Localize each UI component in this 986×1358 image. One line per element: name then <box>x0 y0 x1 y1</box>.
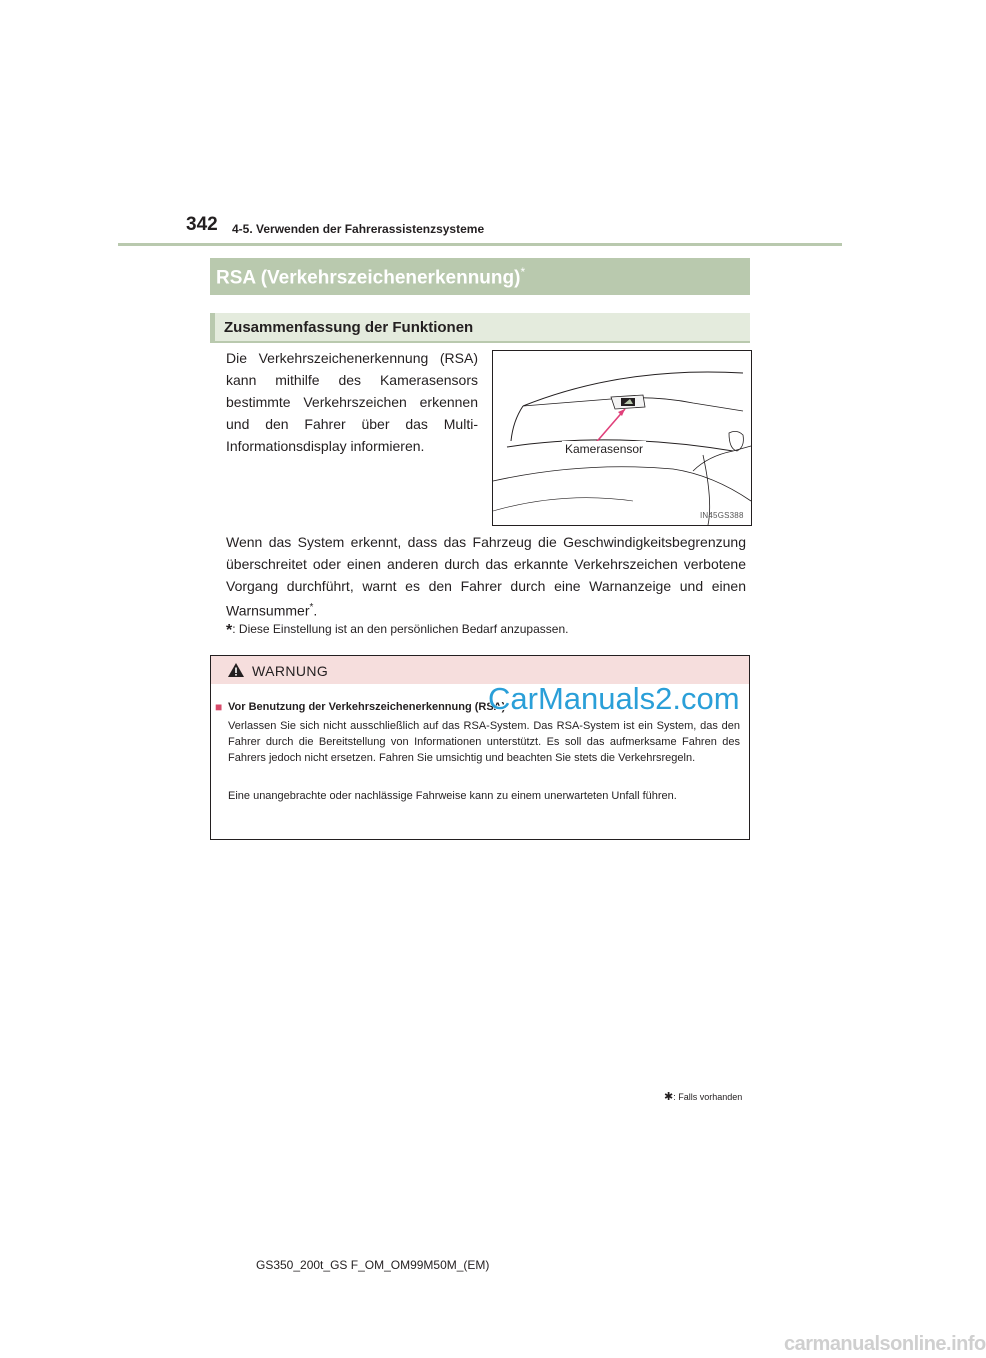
figure-code: IN45GS388 <box>700 511 744 520</box>
site-logo[interactable]: carmanualsonline.info <box>784 1333 986 1355</box>
chapter-title: 4-5. Verwenden der Fahrerassistenzsysteme <box>232 222 485 236</box>
warning-bullet-icon: ■ <box>215 700 223 714</box>
section-title-mark: * <box>520 265 526 279</box>
header-rule <box>118 243 842 246</box>
availability-text: : Falls vorhanden <box>673 1092 743 1102</box>
body-paragraph-mark: * <box>309 602 314 613</box>
subsection-accent <box>210 313 215 343</box>
body-paragraph-text: Wenn das System erkennt, dass das Fahrzeug die Geschwindigkeitsbegrenzung überschreitet oder einen anderen durch das erkannte Verkehrszeichen verbotene Vorgang durchführt, warnt es den Fahrer durch eine Warnanzeige und einen Warnsummer <box>226 534 746 619</box>
document-id: GS350_200t_GS F_OM_OM99M50M_(EM) <box>256 1258 490 1272</box>
footnote-mark: * <box>226 622 233 639</box>
camera-sensor-illustration <box>492 350 752 526</box>
warning-paragraph-2: Eine unangebrachte oder nachlässige Fahrweise kann zu einem unerwarteten Unfall führen. <box>228 790 677 802</box>
warning-triangle-icon <box>227 662 245 683</box>
warning-title: WARNUNG <box>252 663 329 679</box>
body-paragraph <box>226 531 746 622</box>
warning-heading: Vor Benutzung der Verkehrszeichenerkennung (RSA) <box>228 701 506 713</box>
section-title-text: RSA (Verkehrszeichenerkennung) <box>216 267 521 289</box>
car-windshield-drawing <box>493 351 751 525</box>
availability-note <box>664 1090 742 1103</box>
warning-paragraph-1: Verlassen Sie sich nicht ausschließlich auf das RSA-System. Das RSA-System ist ein System, das den Fahrer durch die Bereitstellung von Informationen unterstützt. Es soll das aufmerksame Fahren des Fahrers jedoch nicht ersetzen. Fahren Sie umsichtig und beachten Sie stets die Verkehrsregeln. <box>228 720 740 764</box>
intro-paragraph: Die Verkehrszeichenerkennung (RSA) kann mithilfe des Kamerasensors bestimmte Verkehrszeichen erkennen und den Fahrer über das Multi-Informationsdisplay informieren. <box>226 350 478 454</box>
footnote-text: : Diese Einstellung ist an den persönlichen Bedarf anzupassen. <box>232 622 569 636</box>
watermark: CarManuals2.com <box>488 681 740 716</box>
footnote <box>226 622 568 640</box>
availability-mark: ✱ <box>664 1091 674 1103</box>
section-title <box>216 265 525 289</box>
page-number: 342 <box>186 214 218 235</box>
subsection-title: Zusammenfassung der Funktionen <box>224 319 474 336</box>
kamerasensor-callout-label: Kamerasensor <box>562 441 646 457</box>
body-paragraph-end: . <box>313 602 318 619</box>
